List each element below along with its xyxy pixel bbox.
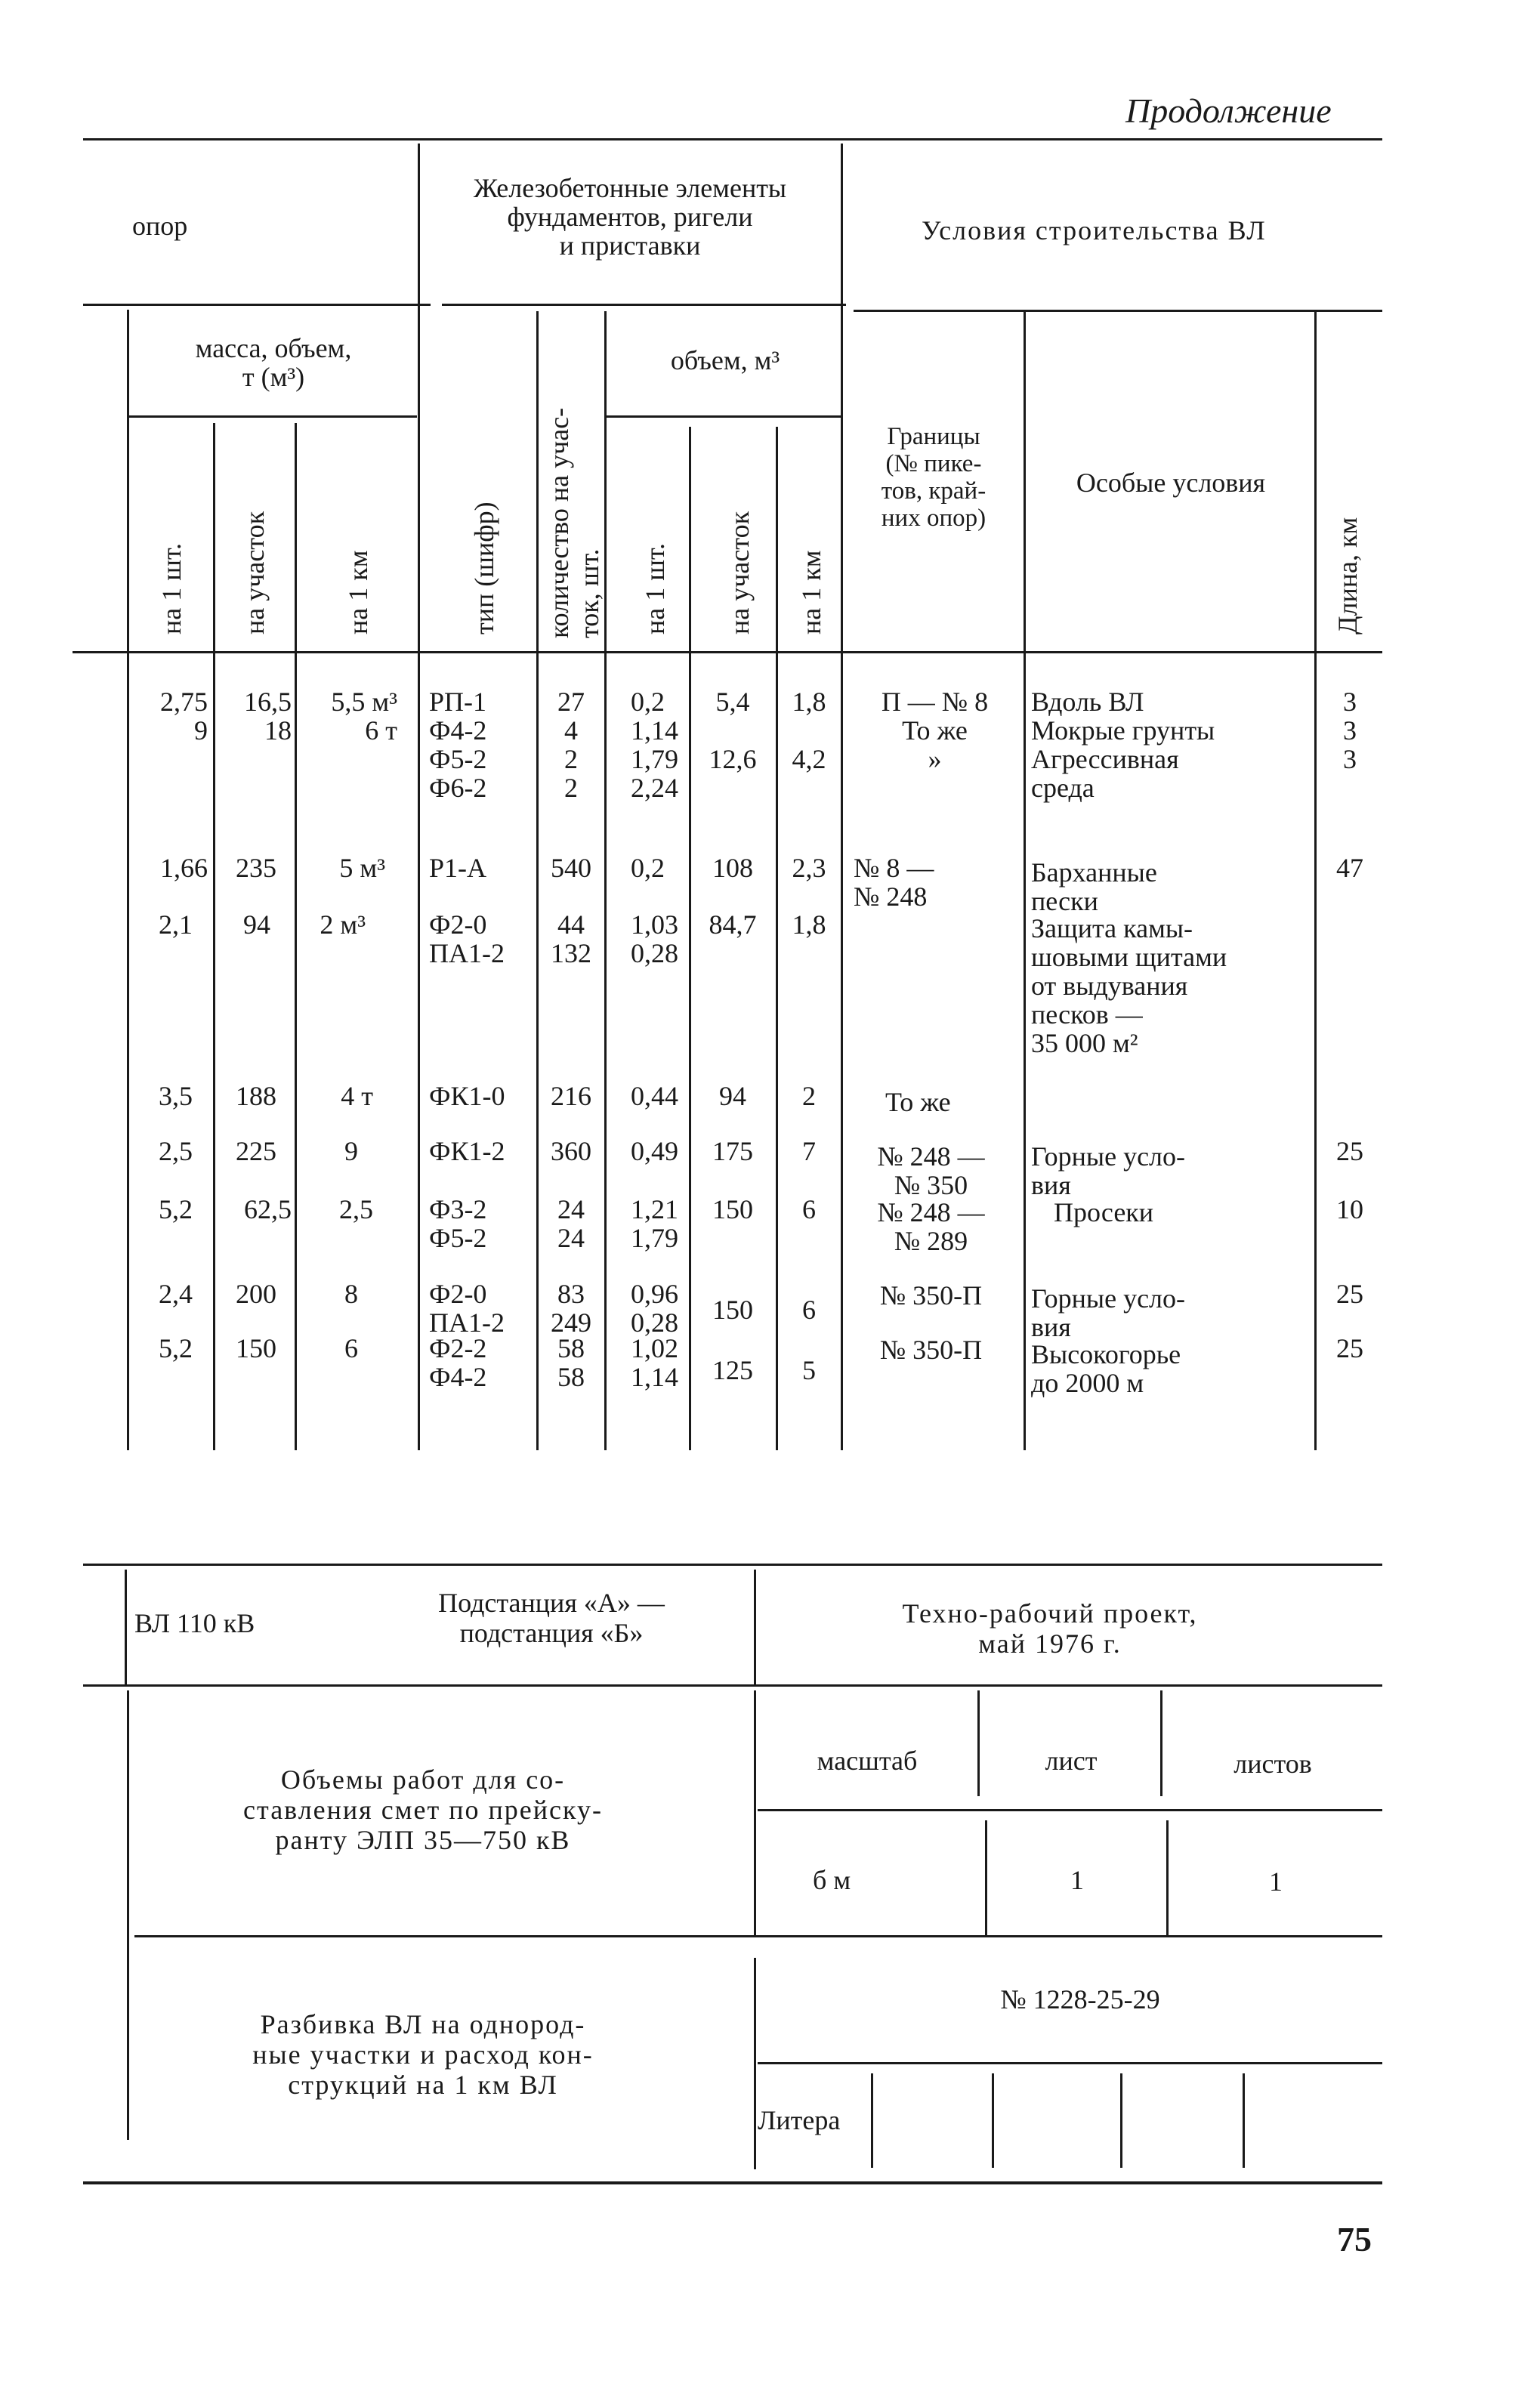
cell-mass-unit: 2,5 bbox=[159, 1136, 193, 1166]
cell-vol-km: 5 bbox=[802, 1355, 816, 1385]
cell-vol-unit: 0,2 1,14 1,79 2,24 bbox=[631, 687, 678, 803]
header-supports: опор bbox=[132, 211, 188, 241]
cell-vol-km: 6 bbox=[802, 1295, 816, 1325]
cell-vol-km: 1,8 4,2 bbox=[792, 687, 826, 774]
header-mass-per-km: на 1 км bbox=[343, 550, 373, 634]
cell-conditions: Высокогорье до 2000 м bbox=[1031, 1339, 1181, 1398]
cell-qty: 44 132 bbox=[551, 909, 591, 968]
cell-conditions: Вдоль ВЛ Мокрые грунты Агрессивная среда bbox=[1031, 687, 1215, 803]
cell-mass-km: 8 bbox=[344, 1279, 358, 1309]
col-line-6 bbox=[604, 311, 607, 1450]
cell-mass-section: 150 bbox=[236, 1333, 276, 1363]
title-block-sheets-label: листов bbox=[1233, 1749, 1312, 1779]
table-top-border bbox=[83, 138, 1382, 140]
cell-mass-km: 6 bbox=[344, 1333, 358, 1363]
cell-qty: 83 249 bbox=[551, 1279, 591, 1338]
header-bottom-border bbox=[73, 651, 1382, 653]
title-block-mid-line-1 bbox=[754, 1570, 756, 1684]
header-type-code: тип (шифр) bbox=[469, 502, 499, 634]
title-block-line: ВЛ 110 кВ bbox=[134, 1608, 255, 1638]
cell-vol-unit: 0,49 bbox=[631, 1136, 678, 1166]
cell-type: Ф2-0 ПА1-2 bbox=[429, 1279, 505, 1338]
title-block-bottom-border bbox=[83, 2181, 1382, 2184]
title-block-scale-label: масштаб bbox=[817, 1746, 918, 1776]
cell-type: РП-1 Ф4-2 Ф5-2 Ф6-2 bbox=[429, 687, 487, 803]
cell-mass-unit: 3,5 bbox=[159, 1081, 193, 1111]
title-block-number-divider bbox=[758, 2062, 1382, 2064]
litera-line-3 bbox=[1120, 2073, 1122, 2168]
cell-conditions: Просеки bbox=[1054, 1197, 1154, 1227]
cell-length: 3 3 3 bbox=[1343, 687, 1357, 774]
cell-boundaries: П — № 8 То же » bbox=[881, 687, 989, 774]
cell-vol-section: 150 bbox=[712, 1194, 753, 1224]
col-line-3 bbox=[295, 423, 297, 1450]
cell-mass-km: 5,5 м³ 6 т bbox=[331, 687, 397, 746]
cell-vol-section: 94 bbox=[719, 1081, 746, 1111]
cell-qty: 216 bbox=[551, 1081, 591, 1111]
col-line-10 bbox=[1024, 311, 1026, 1450]
cell-qty: 27 4 2 2 bbox=[557, 687, 585, 803]
col-line-1 bbox=[127, 310, 129, 1450]
header-divider-right bbox=[854, 310, 1382, 312]
header-length-km: Длина, км bbox=[1332, 517, 1363, 634]
header-rc-elements: Железобетонные элементы фундаментов, ригели и приставки bbox=[473, 173, 787, 261]
cell-mass-unit: 2,4 bbox=[159, 1279, 193, 1309]
cell-mass-section: 16,5 18 bbox=[244, 687, 292, 746]
cell-mass-section: 235 bbox=[236, 853, 276, 883]
cell-vol-km: 1,8 bbox=[792, 909, 826, 940]
cell-boundaries: № 350-П bbox=[879, 1335, 983, 1365]
title-block-divider-1 bbox=[83, 1684, 1382, 1687]
cell-type: Ф2-2 Ф4-2 bbox=[429, 1333, 487, 1392]
title-block-scale-sheet-line-bottom bbox=[985, 1820, 987, 1937]
header-volume-per-unit: на 1 шт. bbox=[640, 543, 670, 634]
cell-mass-section: 94 bbox=[243, 909, 270, 940]
cell-vol-section: 125 bbox=[712, 1355, 753, 1385]
cell-mass-section: 188 bbox=[236, 1081, 276, 1111]
header-volume-per-km: на 1 км bbox=[796, 550, 826, 634]
title-block-sheet-value: 1 bbox=[1070, 1865, 1084, 1895]
litera-line-4 bbox=[1243, 2073, 1245, 2168]
cell-length: 25 bbox=[1336, 1279, 1363, 1309]
cell-conditions: Горные усло- вия bbox=[1031, 1141, 1186, 1200]
cell-mass-section: 200 bbox=[236, 1279, 276, 1309]
cell-vol-unit: 0,2 bbox=[631, 853, 665, 883]
cell-mass-km: 5 м³ bbox=[339, 853, 385, 883]
title-block-scale-divider bbox=[758, 1809, 1382, 1811]
cell-vol-section: 108 bbox=[712, 853, 753, 883]
title-block-scale-value: б м bbox=[813, 1865, 851, 1895]
cell-vol-km: 2 bbox=[802, 1081, 816, 1111]
cell-vol-unit: 0,44 bbox=[631, 1081, 678, 1111]
header-mass-per-unit: на 1 шт. bbox=[156, 543, 187, 634]
cell-mass-section: 225 bbox=[236, 1136, 276, 1166]
cell-vol-km: 7 bbox=[802, 1136, 816, 1166]
continuation-label: Продолжение bbox=[1125, 91, 1332, 130]
cell-mass-km: 9 bbox=[344, 1136, 358, 1166]
mass-subheader-line bbox=[128, 415, 417, 418]
title-block-top-border bbox=[83, 1564, 1382, 1566]
cell-vol-unit: 0,96 0,28 bbox=[631, 1279, 678, 1338]
title-block-doc-title: Объемы работ для со- ставления смет по прейску- ранту ЭЛП 35—750 кВ bbox=[243, 1764, 603, 1855]
cell-mass-km: 2 м³ bbox=[320, 909, 366, 940]
title-block-mid-line-3 bbox=[754, 1958, 756, 2169]
cell-mass-km: 2,5 bbox=[339, 1194, 373, 1224]
cell-length: 47 bbox=[1336, 853, 1363, 883]
cell-mass-section: 62,5 bbox=[244, 1194, 292, 1224]
title-block-sheet-sheets-line-bottom bbox=[1166, 1820, 1169, 1937]
title-block-sheet-label: лист bbox=[1045, 1746, 1098, 1776]
title-block-stage: Техно-рабочий проект, май 1976 г. bbox=[902, 1598, 1198, 1659]
cell-vol-section: 175 bbox=[712, 1136, 753, 1166]
cell-type: ФК1-2 bbox=[429, 1136, 505, 1166]
cell-vol-unit: 1,02 1,14 bbox=[631, 1333, 678, 1392]
cell-vol-km: 6 bbox=[802, 1194, 816, 1224]
cell-vol-unit: 1,21 1,79 bbox=[631, 1194, 678, 1253]
header-mass-per-section: на участок bbox=[239, 511, 270, 634]
cell-qty: 540 bbox=[551, 853, 591, 883]
col-line-9 bbox=[841, 144, 843, 1450]
cell-type: Ф2-0 ПА1-2 bbox=[429, 909, 505, 968]
cell-vol-section: 84,7 bbox=[709, 909, 757, 940]
cell-mass-unit: 2,75 9 bbox=[160, 687, 208, 746]
cell-boundaries: № 350-П bbox=[879, 1280, 983, 1311]
header-volume-per-section: на участок bbox=[724, 511, 755, 634]
title-block-mid-line-2 bbox=[754, 1690, 756, 1936]
title-block-left-line-1 bbox=[125, 1570, 127, 1684]
cell-mass-unit: 5,2 bbox=[159, 1194, 193, 1224]
cell-vol-unit: 1,03 0,28 bbox=[631, 909, 678, 968]
cell-boundaries: № 248 — № 289 bbox=[877, 1197, 985, 1256]
cell-boundaries: № 8 — № 248 bbox=[854, 853, 934, 912]
header-quantity: количество на учас- ток, шт. bbox=[544, 407, 604, 638]
cell-length: 25 bbox=[1336, 1333, 1363, 1363]
volume-subheader-line bbox=[604, 415, 843, 418]
cell-conditions: Защита камы- шовыми щитами от выдувания песков — 35 000 м² bbox=[1031, 913, 1227, 1058]
title-block-drawing-title: Разбивка ВЛ на однород- ные участки и расход кон- струкций на 1 км ВЛ bbox=[252, 2009, 594, 2100]
header-special-conditions: Особые условия bbox=[1076, 468, 1266, 498]
title-block-route: Подстанция «А» — подстанция «Б» bbox=[438, 1588, 665, 1648]
title-block-scale-sheet-line-top bbox=[977, 1690, 980, 1796]
cell-length: 10 bbox=[1336, 1194, 1363, 1224]
cell-type: ФК1-0 bbox=[429, 1081, 505, 1111]
cell-qty: 360 bbox=[551, 1136, 591, 1166]
cell-conditions: Горные усло- вия bbox=[1031, 1283, 1186, 1342]
page-number: 75 bbox=[1337, 2220, 1372, 2258]
cell-type: Ф3-2 Ф5-2 bbox=[429, 1194, 487, 1253]
header-boundaries: Границы (№ пике- тов, край- них опор) bbox=[881, 423, 986, 532]
cell-qty: 58 58 bbox=[557, 1333, 585, 1392]
cell-mass-unit: 5,2 bbox=[159, 1333, 193, 1363]
cell-vol-km: 2,3 bbox=[792, 853, 826, 883]
header-divider-mid bbox=[442, 304, 846, 306]
header-volume-m3: объем, м³ bbox=[670, 345, 780, 375]
title-block-sheet-sheets-line-top bbox=[1160, 1690, 1162, 1796]
header-mass-volume: масса, объем, т (м³) bbox=[195, 333, 352, 392]
cell-vol-section: 150 bbox=[712, 1295, 753, 1325]
title-block-litera-label: Литера bbox=[758, 2105, 841, 2135]
col-line-2 bbox=[213, 423, 215, 1450]
title-block-drawing-number: № 1228-25-29 bbox=[1000, 1984, 1160, 2014]
cell-qty: 24 24 bbox=[557, 1194, 585, 1253]
col-line-4 bbox=[418, 144, 420, 1450]
header-divider-left bbox=[83, 304, 431, 306]
title-block-divider-2 bbox=[134, 1935, 1382, 1937]
cell-conditions: Барханные пески bbox=[1031, 857, 1157, 916]
litera-line-1 bbox=[871, 2073, 873, 2168]
header-conditions: Условия строительства ВЛ bbox=[922, 215, 1267, 245]
title-block-left-line-2 bbox=[127, 1690, 129, 2140]
cell-mass-unit: 1,66 bbox=[160, 853, 208, 883]
litera-line-2 bbox=[992, 2073, 994, 2168]
title-block-sheets-value: 1 bbox=[1269, 1866, 1283, 1897]
cell-mass-unit: 2,1 bbox=[159, 909, 193, 940]
cell-boundaries: То же bbox=[885, 1087, 951, 1117]
cell-length: 25 bbox=[1336, 1136, 1363, 1166]
cell-boundaries: № 248 — № 350 bbox=[877, 1141, 985, 1200]
cell-type: Р1-А bbox=[429, 853, 487, 883]
cell-vol-section: 5,4 12,6 bbox=[709, 687, 757, 774]
cell-mass-km: 4 т bbox=[341, 1081, 373, 1111]
